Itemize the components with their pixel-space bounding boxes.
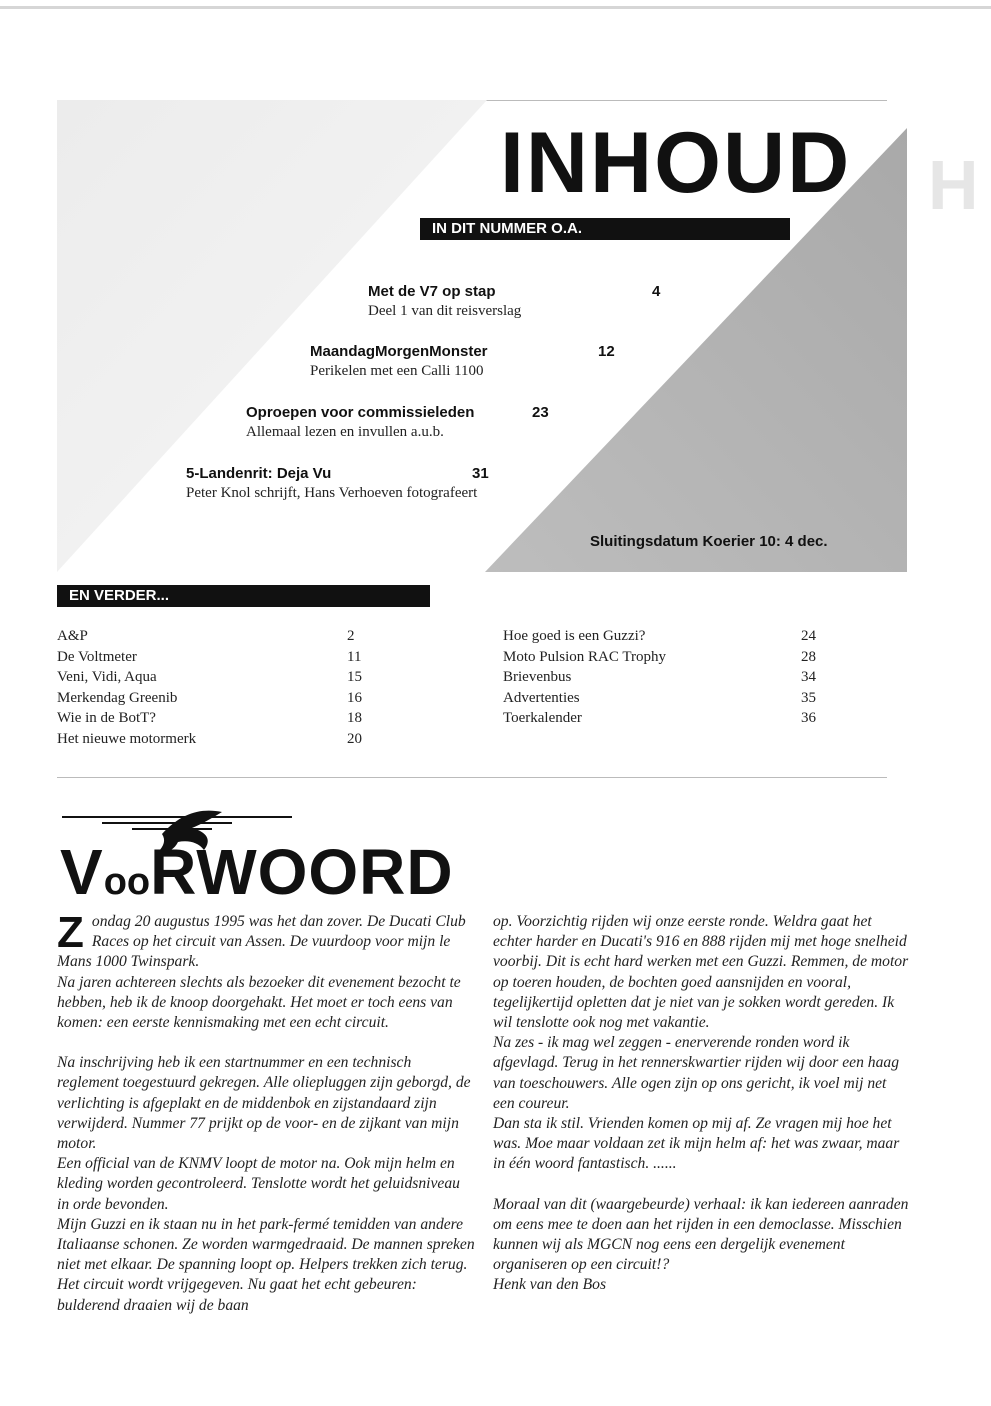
toc-item-2-subtitle: Perikelen met een Calli 1100 [310,363,484,379]
list-item-page: 36 [801,710,816,726]
toc-item-3-title: Oproepen voor commissieleden [246,404,475,421]
section-divider [57,777,887,778]
voorwoord-column-2 [493,912,911,1296]
paragraph: Een official van de KNMV loopt de motor na. Ook mijn helm en kleding worden gecontroleerd. Tenslotte wordt het geluidsniveau in orde bevonden. [57,1155,460,1213]
list-item-label: Merkendag Greenib [57,689,178,706]
toc-item-1-subtitle: Deel 1 van dit reisverslag [368,303,522,319]
toc-item-2-title: MaandagMorgenMonster [310,343,488,360]
toc-item-4-page: 31 [472,465,489,482]
paragraph: Dan sta ik stil. Vrienden komen op mij af. Ze vragen mij hoe het was. Moe maar voldaan zet ik mijn helm af: het was zwaar, maar in één woord fantastisch. ...... [493,1115,900,1173]
paragraph: Na zes - ik mag wel zeggen - enerverende ronden word ik afgevlagd. Terug in het rennerskwartier rijden wij door een haag van toeschouwers. Alle ogen zijn op ons gericht, ik voel mij net een coureur. [493,1034,899,1112]
paragraph: Moraal van dit (waargebeurde) verhaal: ik kan iedereen aanraden om eens mee te doen aan het rijden in een democlasse. Misschien kunnen wij als MGCN nog eens een dergelijk evenement organiseren op een circuit!? [493,1195,909,1274]
list-item [503,708,841,729]
list-item-label: De Voltmeter [57,648,137,665]
list-item-page: 35 [801,689,816,706]
paragraph: Na jaren achtereen slechts als bezoeker dit evenement bezocht te hebben, heb ik de knoop doorgehakt. Het moet er toch eens van komen: een eerste kennismaking met een echt circuit. [57,973,461,1032]
list-item-page: 16 [347,689,362,706]
list-item [57,708,387,729]
list-item [57,667,387,688]
list-item-page: 18 [347,710,362,726]
list-item [57,626,387,647]
list-item-page: 28 [801,648,816,665]
list-item [503,688,841,709]
toc-item-4-title: 5-Landenrit: Deja Vu [186,465,332,482]
paragraph: Na inschrijving heb ik een startnummer en een technisch reglement toegestuurd gekregen. Alle oliepluggen zijn geborgd, de verlichting is afgeplakt en de middenbok en zijstandaard zijn verwijderd. Nummer 77 prijkt op de voor- en de zijkant van mijn motor. [57,1054,471,1153]
toc-item-3-page: 23 [532,404,549,421]
deadline-note: Sluitingsdatum Koerier 10: 4 dec. [590,533,828,550]
list-item [57,688,387,709]
signature: Henk van den Bos [493,1276,607,1294]
list-item-label: Brievenbus [503,669,572,685]
list-item-label: Veni, Vidi, Aqua [57,669,157,685]
list-item-label: A&P [57,628,88,644]
voorwoord-column-1 [57,908,475,1316]
section-bar-in-dit-nummer: IN DIT NUMMER O.A. [420,218,790,240]
list-item [57,647,387,668]
toc-item-1-title: Met de V7 op stap [368,283,496,300]
list-item [57,729,387,750]
list-item-page: 20 [347,730,362,747]
list-item-label: Toerkalender [503,710,582,726]
list-item [503,626,841,647]
paragraph: op. Voorzichtig rijden wij onze eerste ronde. Weldra gaat het echter harder en Ducati's 916 en 888 rijden mij met hoge snelheid voorbij. Dit is echt hard werken met een Guzzi. Remmen, de motor op toeren houden, de bochten goed aansnijden en vooral, tegelijkertijd opletten dat je niet van je sokken wordt gereden. Ik wil tenslotte ook nog met vakantie. [493,913,909,1032]
ghost-letter: H [928,146,979,224]
section-bar-en-verder: EN VERDER... [57,585,430,607]
list-item-page: 34 [801,669,816,685]
voorwoord-title-rest: RWOORD [150,836,454,908]
list-item [503,667,841,688]
list-item-label: Hoe goed is een Guzzi? [503,628,646,644]
voorwoord-title-v: V [60,836,104,908]
list-item-page: 15 [347,669,362,685]
top-rule [0,6,991,9]
list-item-label: Advertenties [503,689,580,706]
list-item-label: Moto Pulsion RAC Trophy [503,648,666,665]
dropcap: Z [57,908,84,957]
page-title: INHOUD [500,115,852,211]
toc-item-4-subtitle: Peter Knol schrijft, Hans Verhoeven fotografeert [186,485,478,501]
toc-item-1-page: 4 [652,283,661,300]
voorwoord-title [60,836,454,908]
list-item-page: 11 [347,648,362,665]
verder-list-right [503,626,841,729]
verder-list-left [57,626,387,749]
voorwoord-title-oo: oo [103,861,151,903]
toc-item-3-subtitle: Allemaal lezen en invullen a.u.b. [246,424,444,440]
paragraph: ondag 20 augustus 1995 was het dan zover. De Ducati Club Races op het circuit van Assen. De vuurdoop voor mijn le Mans 1000 Twinspark. [57,913,466,971]
toc-item-2-page: 12 [598,343,615,360]
list-item [503,647,841,668]
list-item-label: Het nieuwe motormerk [57,730,197,747]
paragraph: Mijn Guzzi en ik staan nu in het park-fermé temidden van andere Italiaanse schonen. Ze worden warmgedraaid. De mannen spreken niet met elkaar. De spanning loopt op. Helpers trekken zich terug. Het circuit wordt vrijgegeven. Nu gaat het echt gebeuren: bulderend draaien wij de baan [57,1215,475,1314]
list-item-label: Wie in de BotT? [57,710,156,726]
list-item-page: 24 [801,628,816,644]
list-item-page: 2 [347,628,355,644]
